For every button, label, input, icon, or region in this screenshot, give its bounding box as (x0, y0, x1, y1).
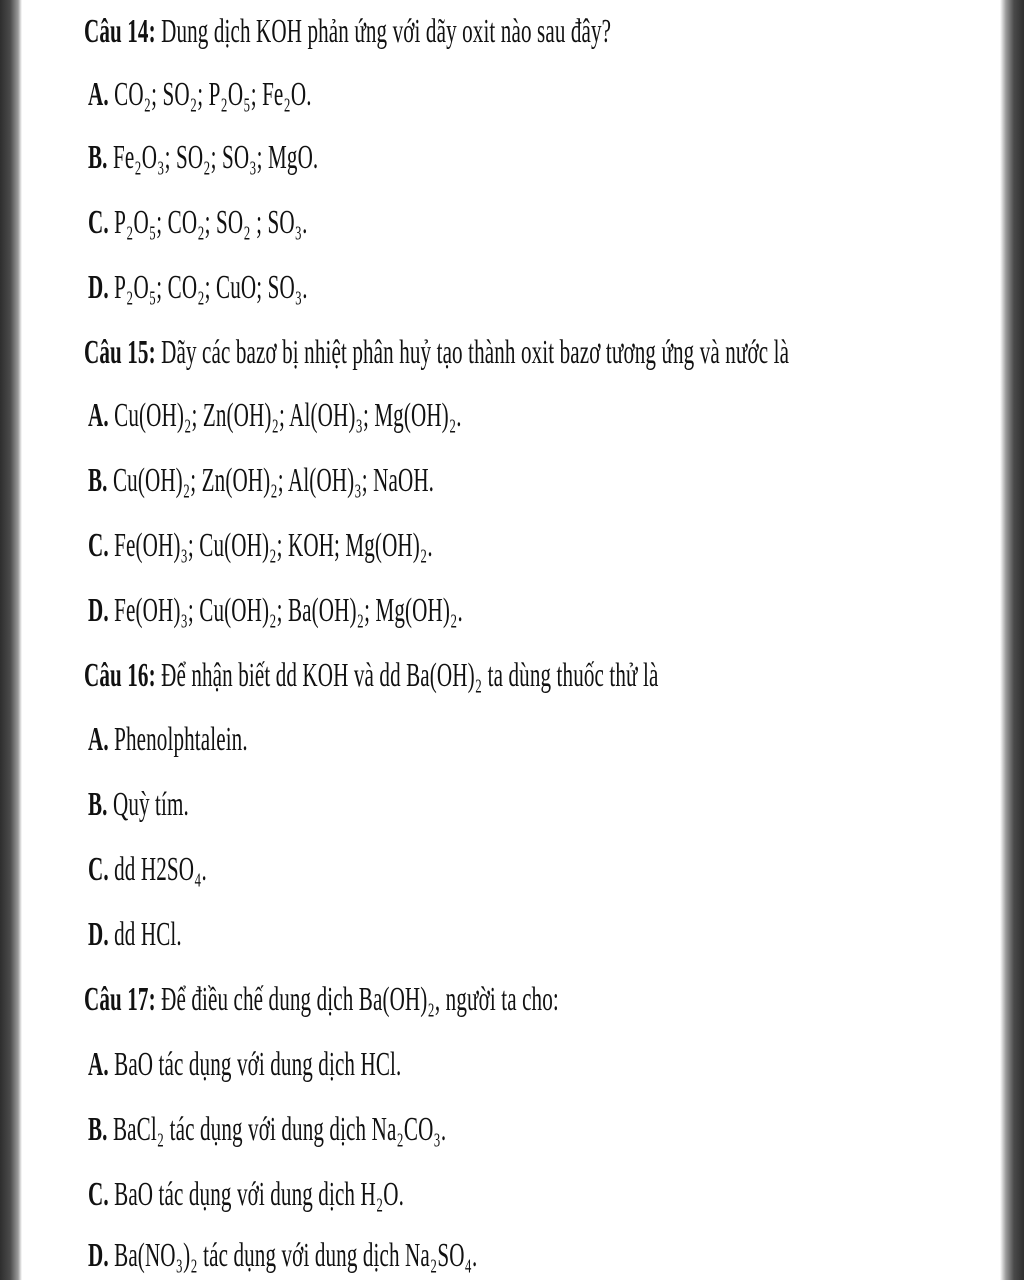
question-17-option-c: C. BaO tác dụng với dung dịch H₂O. (88, 1176, 405, 1213)
question-16-option-c: C. dd H2SO₄. (88, 851, 207, 888)
question-16-option-d: D. dd HCl. (88, 916, 182, 953)
question-15-option-d: D. Fe(OH)₃; Cu(OH)₂; Ba(OH)₂; Mg(OH)₂. (88, 592, 463, 629)
question-14-option-b: B. Fe₂O₃; SO₂; SO₃; MgO. (88, 139, 319, 176)
question-14-option-d: D. P₂O₅; CO₂; CuO; SO₃. (88, 269, 308, 306)
question-15-title: Câu 15: Dãy các bazơ bị nhiệt phân huỷ tạo thành oxit bazơ tương ứng và nước là (84, 334, 790, 371)
question-15-option-b: B. Cu(OH)₂; Zn(OH)₂; Al(OH)₃; NaOH. (88, 462, 435, 499)
question-17-title: Câu 17: Để điều chế dung dịch Ba(OH)₂, người ta cho: (84, 981, 559, 1018)
question-16-option-b: B. Quỳ tím. (88, 786, 189, 823)
question-17-option-a: A. BaO tác dụng với dung dịch HCl. (88, 1046, 402, 1083)
question-14-title: Câu 14: Dung dịch KOH phản ứng với dãy oxit nào sau đây? (84, 13, 612, 50)
question-15-option-a: A. Cu(OH)₂; Zn(OH)₂; Al(OH)₃; Mg(OH)₂. (88, 397, 462, 434)
question-14-option-a: A. CO₂; SO₂; P₂O₅; Fe₂O. (88, 76, 312, 113)
question-14-option-c: C. P₂O₅; CO₂; SO₂ ; SO₃. (88, 204, 308, 241)
question-15-option-c: C. Fe(OH)₃; Cu(OH)₂; KOH; Mg(OH)₂. (88, 527, 433, 564)
question-17-option-b: B. BaCl₂ tác dụng với dung dịch Na₂CO₃. (88, 1111, 447, 1148)
question-16-option-a: A. Phenolphtalein. (88, 721, 248, 758)
question-16-title: Câu 16: Để nhận biết dd KOH và dd Ba(OH)₂ ta dùng thuốc thử là (84, 657, 659, 694)
question-17-option-d: D. Ba(NO₃)₂ tác dụng với dung dịch Na₂SO₄. (88, 1237, 478, 1274)
